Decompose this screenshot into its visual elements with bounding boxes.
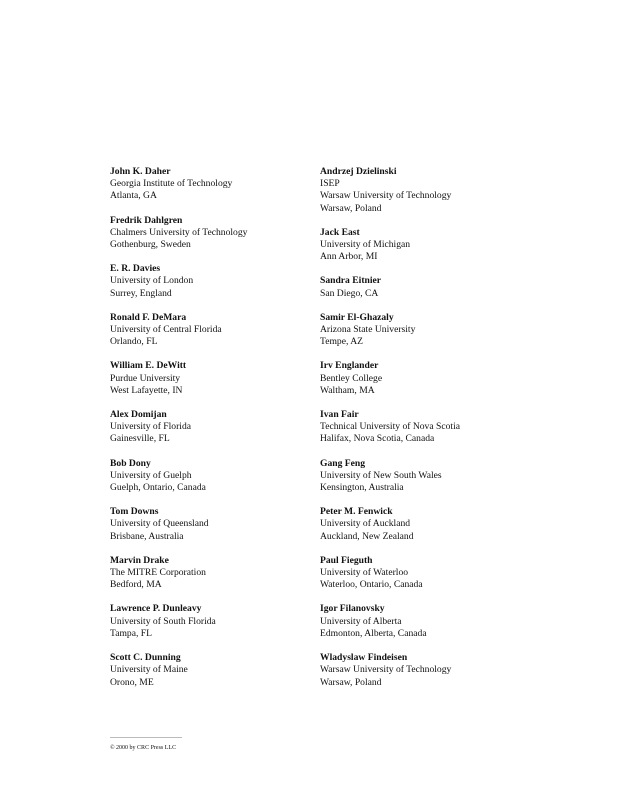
contributor-affiliation-line: Warsaw University of Technology bbox=[320, 190, 452, 202]
contributor-entry bbox=[320, 458, 520, 495]
footer-divider bbox=[110, 737, 182, 738]
contributor-name: Marvin Drake bbox=[110, 554, 169, 566]
contributor-affiliation-line: West Lafayette, IN bbox=[110, 384, 183, 396]
contributor-name: William E. DeWitt bbox=[110, 360, 187, 372]
contributor-entry bbox=[110, 458, 315, 495]
contributor-name: Andrzej Dzielinski bbox=[320, 166, 397, 177]
contributor-affiliation-line: Technical University of Nova Scotia bbox=[320, 421, 460, 433]
contributor-entry bbox=[110, 603, 315, 640]
contributor-name: Sandra Eitnier bbox=[320, 275, 382, 287]
contributor-name: Paul Fieguth bbox=[320, 554, 373, 566]
contributor-entry bbox=[320, 360, 520, 397]
contributor-affiliation-line: University of Waterloo bbox=[320, 567, 409, 579]
contributor-affiliation-line: Tampa, FL bbox=[110, 627, 152, 639]
contributor-affiliation-line: Waltham, MA bbox=[320, 384, 375, 396]
contributor-affiliation-line: Orlando, FL bbox=[110, 336, 158, 348]
contributor-affiliation-line: Gainesville, FL bbox=[110, 433, 170, 445]
contributor-name: Igor Filanovsky bbox=[320, 603, 385, 615]
contributor-entry bbox=[320, 312, 520, 349]
contributor-entry bbox=[320, 166, 520, 215]
contributors-column-right bbox=[320, 166, 520, 701]
contributor-name: Peter M. Fenwick bbox=[320, 506, 393, 518]
contributor-entry bbox=[320, 227, 520, 264]
contributor-affiliation-line: Gothenburg, Sweden bbox=[110, 239, 191, 251]
contributor-affiliation-line: Orono, ME bbox=[110, 676, 154, 688]
contributor-entry bbox=[320, 603, 520, 640]
contributor-affiliation-line: Edmonton, Alberta, Canada bbox=[320, 627, 427, 639]
contributor-name: Scott C. Dunning bbox=[110, 652, 181, 664]
contributor-affiliation-line: Surrey, England bbox=[110, 287, 172, 299]
contributor-name: Ronald F. DeMara bbox=[110, 311, 187, 323]
contributor-affiliation-line: University of Guelph bbox=[110, 469, 192, 481]
contributor-affiliation-line: Purdue University bbox=[110, 372, 181, 384]
contributor-affiliation-line: University of Florida bbox=[110, 421, 192, 433]
contributor-affiliation-line: Bedford, MA bbox=[110, 579, 162, 591]
contributor-affiliation-line: Waterloo, Ontario, Canada bbox=[320, 579, 423, 591]
contributor-name: Lawrence P. Dunleavy bbox=[110, 603, 202, 615]
contributor-affiliation-line: ISEP bbox=[320, 178, 340, 190]
contributor-affiliation-line: Warsaw, Poland bbox=[320, 202, 382, 214]
contributor-affiliation-line: The MITRE Corporation bbox=[110, 567, 206, 579]
contributor-affiliation-line: University of Maine bbox=[110, 664, 188, 676]
contributors-column-left bbox=[110, 166, 315, 701]
contributor-name: Tom Downs bbox=[110, 506, 159, 518]
contributor-entry bbox=[110, 312, 315, 349]
contributor-entry bbox=[320, 275, 520, 299]
contributor-affiliation-line: Tempe, AZ bbox=[320, 336, 364, 348]
contributor-affiliation-line: University of Queensland bbox=[110, 518, 209, 530]
contributor-affiliation-line: Bentley College bbox=[320, 372, 383, 384]
contributor-entry bbox=[320, 555, 520, 592]
contributor-affiliation-line: University of Central Florida bbox=[110, 324, 222, 336]
contributor-entry bbox=[110, 215, 315, 252]
contributor-name: Bob Dony bbox=[110, 457, 151, 469]
contributor-name: Gang Feng bbox=[320, 457, 366, 469]
contributor-entry bbox=[110, 506, 315, 543]
contributor-affiliation-line: Atlanta, GA bbox=[110, 190, 157, 202]
contributor-affiliation-line: Ann Arbor, MI bbox=[320, 251, 378, 263]
contributor-affiliation-line: University of Michigan bbox=[320, 239, 411, 251]
contributor-affiliation-line: University of New South Wales bbox=[320, 469, 442, 481]
contributor-name: John K. Daher bbox=[110, 166, 171, 177]
contributor-affiliation-line: University of Auckland bbox=[320, 518, 411, 530]
contributor-name: E. R. Davies bbox=[110, 263, 161, 275]
contributor-affiliation-line: Kensington, Australia bbox=[320, 482, 404, 494]
contributor-name: Jack East bbox=[320, 226, 360, 238]
contributor-affiliation-line: University of South Florida bbox=[110, 615, 216, 627]
contributor-affiliation-line: Brisbane, Australia bbox=[110, 530, 184, 542]
contributor-entry bbox=[320, 652, 520, 689]
contributor-affiliation-line: Warsaw University of Technology bbox=[320, 664, 452, 676]
contributor-entry bbox=[320, 506, 520, 543]
footer-copyright: © 2000 by CRC Press LLC bbox=[110, 745, 177, 751]
contributor-affiliation-line: San Diego, CA bbox=[320, 287, 379, 299]
contributor-entry bbox=[110, 166, 315, 203]
contributor-affiliation-line: Warsaw, Poland bbox=[320, 676, 382, 688]
contributor-name: Wladyslaw Findeisen bbox=[320, 652, 408, 664]
contributor-affiliation-line: Halifax, Nova Scotia, Canada bbox=[320, 433, 435, 445]
contributor-affiliation-line: Auckland, New Zealand bbox=[320, 530, 414, 542]
contributor-entry bbox=[110, 409, 315, 446]
contributor-entry bbox=[110, 360, 315, 397]
contributor-name: Fredrik Dahlgren bbox=[110, 214, 183, 226]
contributor-name: Alex Domijan bbox=[110, 409, 167, 421]
contributor-affiliation-line: Guelph, Ontario, Canada bbox=[110, 482, 206, 494]
contributor-affiliation-line: Georgia Institute of Technology bbox=[110, 178, 233, 190]
contributor-affiliation-line: University of London bbox=[110, 275, 194, 287]
contributor-name: Samir El-Ghazaly bbox=[320, 311, 394, 323]
contributor-entry bbox=[110, 555, 315, 592]
contributor-entry bbox=[110, 652, 315, 689]
contributor-entry bbox=[110, 263, 315, 300]
contributor-entry bbox=[320, 409, 520, 446]
contributor-affiliation-line: Arizona State University bbox=[320, 324, 416, 336]
contributor-name: Irv Englander bbox=[320, 360, 379, 372]
contributor-name: Ivan Fair bbox=[320, 409, 359, 421]
contributor-affiliation-line: Chalmers University of Technology bbox=[110, 226, 248, 238]
contributor-affiliation-line: University of Alberta bbox=[320, 615, 402, 627]
